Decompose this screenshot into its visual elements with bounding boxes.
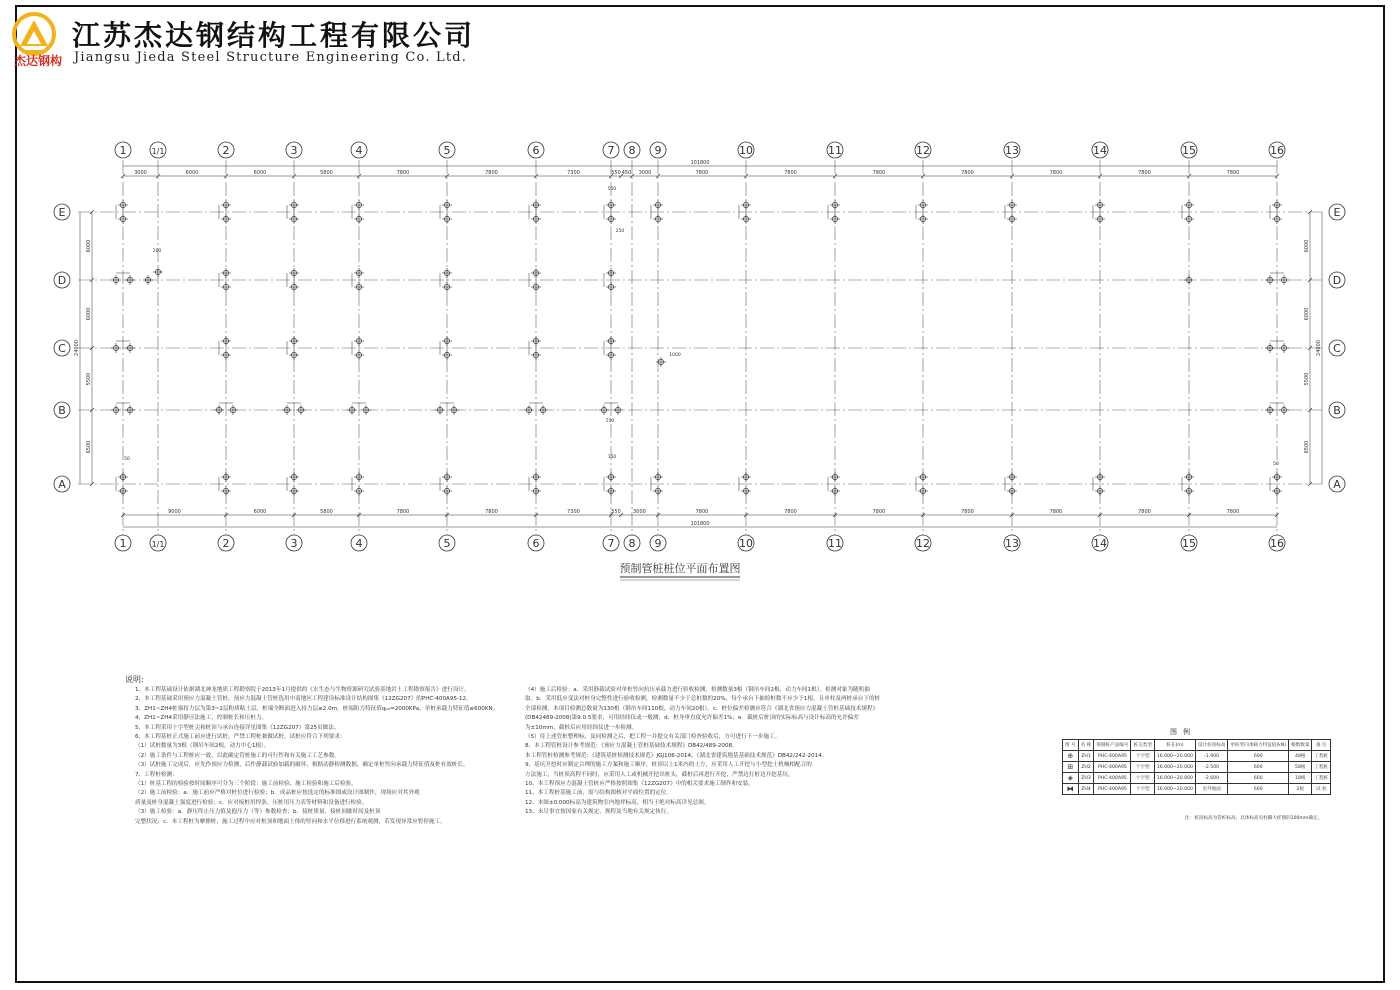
notes-left-column [135, 686, 525, 827]
legend-cell: -2.600 [1195, 773, 1228, 784]
top-span-dim-label: 3000 [134, 170, 147, 176]
row-axis-label: D [1332, 274, 1342, 287]
small-dim-label: 150 [607, 455, 617, 460]
note-line: 13、未尽事宜按国家有关规定、规程及当地有关规定执行。 [525, 809, 672, 816]
bottom-span-dim-label: 550 [611, 509, 621, 515]
col-axis-label: 15 [1182, 537, 1196, 550]
legend-cell: 试 桩 [1312, 784, 1331, 795]
col-axis-label: 7 [607, 537, 615, 550]
top-span-dim-label: 550 [611, 170, 621, 176]
col-axis-label: 1/1 [151, 540, 165, 549]
note-line: 全部检测。本项目检测总数量为130根（钢吊车间110根，动力车间20根）。c．桩位偏差检测应符合《湖北省预应力混凝土管桩基础技术规程》 [525, 705, 879, 712]
legend-cell: 16.000~20.000 [1154, 784, 1195, 795]
legend-cell: 工程桩 [1312, 773, 1331, 784]
note-line: 4、ZH1~ZH4采用静压法施工，控制桩长和压桩力。 [135, 715, 268, 722]
left-span-dim-label: 6000 [86, 307, 92, 321]
crosshair-circle-icon: ⊕ [1063, 751, 1079, 762]
small-dim-label: 50 [124, 457, 130, 462]
legend-cell: 工程桩 [1312, 762, 1331, 773]
row-axis-label: E [1333, 206, 1341, 219]
note-line: 完整状况；c．本工程桩为摩擦桩，施工过程中应对桩顶和地面土体的竖向和水平位移进行系统观测，若发现异常应暂停施工。 [135, 818, 446, 825]
col-axis-label: 8 [628, 144, 636, 157]
top-span-dim-label: 6000 [185, 170, 199, 176]
top-span-dim-label: 3000 [638, 170, 652, 176]
legend-cell: 58根 [1289, 762, 1312, 773]
col-axis-label: 6 [532, 537, 540, 550]
legend-cell: 工程桩 [1312, 751, 1331, 762]
note-line: 5、本工程采用十字型桩尖和桩顶与承台连接详见图集《12ZG207》第25页做法。 [135, 724, 340, 731]
bottom-span-dim-label: 7800 [1138, 509, 1151, 515]
top-span-dim-label: 7800 [872, 170, 886, 176]
legend-cell: 18根 [1289, 773, 1312, 784]
top-span-dim-label: 450 [621, 170, 632, 176]
note-line: 方法施工，当桩顶高程不同时，应采用人工或机械开挖出桩头，截桩后再进行开挖，严禁边打桩边开挖基坑。 [525, 771, 794, 778]
note-line: 7、工程桩检测： [135, 771, 178, 778]
col-axis-label: 6 [532, 144, 540, 157]
left-total-dim-label: 24000 [74, 340, 80, 356]
company-name-en: Jiangsu Jieda Steel Structure Engineering Co. Ltd. [74, 50, 468, 65]
note-line: 6、本工程基桩正式施工前应进行试桩，严禁工程桩兼做试桩，试桩应符合下列要求： [135, 734, 346, 741]
col-axis-label: 15 [1182, 144, 1196, 157]
legend-cell: ZH4 [1078, 784, 1094, 795]
legend-cell: 600 [1228, 773, 1289, 784]
legend-cell: -1.900 [1195, 751, 1228, 762]
col-axis-label: 14 [1093, 537, 1107, 550]
col-axis-label: 8 [628, 537, 636, 550]
legend-cell: PHC-400A95 [1094, 773, 1131, 784]
col-axis-label: 14 [1093, 144, 1107, 157]
cross-bowtie-icon: ⧓ [1063, 784, 1079, 795]
legend-cell: 48根 [1289, 751, 1312, 762]
left-span-dim-label: 6500 [86, 440, 92, 454]
legend-cell: 16.000~20.000 [1154, 762, 1195, 773]
col-axis-label: 4 [355, 537, 363, 550]
small-dim-label: 1000 [669, 353, 681, 358]
note-line: 1、本工程基础设计依据湖北神龙地质工程勘察院于2013年1月提供的《水生态与生物资源研究试验基地岩土工程勘察报告》进行设计。 [135, 687, 470, 693]
legend-header-cell: 根数数量 [1289, 740, 1312, 751]
left-span-dim-label: 5500 [86, 372, 92, 386]
top-span-dim-label: 6000 [253, 170, 267, 176]
col-axis-label: 5 [443, 537, 451, 550]
bottom-span-dim-label: 7300 [567, 509, 580, 515]
legend-row [1063, 784, 1331, 795]
legend-title: 图例 [1170, 728, 1196, 736]
cross-square-icon: ⊞ [1063, 762, 1079, 773]
top-span-dim-label: 7800 [784, 170, 797, 176]
col-axis-label: 16 [1270, 144, 1284, 157]
legend-header-cell: 桩尖类型 [1131, 740, 1154, 751]
legend-cell: 十字型 [1131, 751, 1154, 762]
bottom-span-dim-label: 7800 [396, 509, 410, 515]
notes-right-column [525, 686, 880, 818]
col-axis-label: 13 [1005, 144, 1019, 157]
col-axis-label: 11 [828, 537, 842, 550]
top-span-dim-label: 7800 [961, 170, 974, 176]
col-axis-label: 12 [916, 537, 930, 550]
col-axis-label: 12 [916, 144, 930, 157]
bottom-total-dim-label: 101800 [690, 521, 710, 527]
note-line: （1）桩基工程的检验按时间顺序可分为三个阶段：施工前检验、施工检验和施工后检验。 [135, 781, 357, 788]
right-total-dim-label: 24000 [1316, 340, 1322, 356]
bottom-span-dim-label: 7800 [961, 509, 974, 515]
bottom-span-dim-label: 7800 [485, 509, 498, 515]
bottom-span-dim-label: 6000 [253, 509, 267, 515]
legend-cell: -2.500 [1195, 762, 1228, 773]
legend-header-cell: 桩长(m) [1154, 740, 1195, 751]
legend-header-cell: 设计桩顶标高 [1195, 740, 1228, 751]
note-line: 质量及桩身混凝土强度进行检验；c．应对接桩用焊条、压桩用压力表等材料和设备进行检验。 [135, 799, 368, 806]
right-span-dim-label: 5500 [1304, 372, 1310, 386]
col-axis-label: 3 [290, 144, 298, 157]
bottom-span-dim-label: 7800 [1049, 509, 1063, 515]
legend-cell: PHC-400A95 [1094, 762, 1131, 773]
legend-cell: PHC-400A95 [1094, 784, 1131, 795]
note-line: （1）试桩数量为3根（钢吊车间2根，动力中心1根）。 [135, 743, 270, 750]
note-line: （2）施工前检验：a．施工前应严格对桩位进行检验；b．成品桩应按选定的标准图或设计图制作，现场应对其外观 [135, 790, 420, 797]
row-axis-label: A [1333, 478, 1341, 491]
top-span-dim-label: 7800 [1226, 170, 1240, 176]
right-span-dim-label: 6000 [1304, 239, 1310, 253]
left-span-dim-label: 6000 [86, 239, 92, 253]
note-line: 12、本图±0.000标高为建筑物室内地坪标高，相当于绝对标高详见总图。 [525, 799, 710, 806]
col-axis-label: 4 [355, 144, 363, 157]
top-span-dim-label: 7800 [695, 170, 709, 176]
note-line: 2、本工程基础采用预应力混凝土管桩，预应力混凝土管桩选用中南地区工程建设标准设计结构图集《12ZG207》的PHC-400A95-12。 [135, 696, 472, 703]
col-axis-label: 13 [1005, 537, 1019, 550]
legend-cell: 16.000~20.000 [1154, 751, 1195, 762]
bottom-span-dim-label: 3000 [633, 509, 646, 515]
note-line: （4）施工后检验：a．采用静载试验对单桩竖向抗压承载力进行验收检测，检测数量3根（钢吊车间2根，动力车间1根）。检测对象为随机抽 [525, 687, 870, 693]
legend-cell: 十字型 [1131, 773, 1154, 784]
top-span-dim-label: 7800 [396, 170, 410, 176]
row-axis-label: C [1333, 342, 1341, 355]
legend-cell: 600 [1228, 751, 1289, 762]
top-total-dim-label: 101800 [690, 160, 710, 166]
col-axis-label: 2 [222, 144, 230, 157]
legend-row [1063, 751, 1331, 762]
legend-note: 注：桩顶标高为管桩标高，具体标高见柱脚大样图的100mm确定。 [1185, 816, 1323, 821]
note-line: 8、本工程管桩设计参考规范：《预应力混凝土管桩基础技术规程》DB42/489-2008。 [525, 743, 738, 750]
col-axis-label: 9 [654, 537, 662, 550]
note-line: （3）试桩施工完成后，应先作预应力检测，后作静载试验加载的破坏，根据动静检测数据，确定单桩竖向承载力特征值及桩有效桩长。 [135, 762, 469, 769]
note-line: 11、本工程桩基施工前，需与结构图核对平面位置的定位。 [525, 790, 672, 797]
right-span-dim-label: 6500 [1304, 440, 1310, 454]
bottom-span-dim-label: 7800 [695, 509, 709, 515]
legend-cell: 十字型 [1131, 762, 1154, 773]
notes-title: 说明: [125, 675, 144, 684]
legend-table [1062, 739, 1331, 795]
legend-header-cell: 单桩竖向承载力特征值(kN) [1228, 740, 1289, 751]
top-span-dim-label: 7800 [1049, 170, 1063, 176]
note-line: 3、ZH1~ZH4桩端持力层为第3~2层粉质粘土层，桩端全断面进入持力层≥2.0m，桩端阻力特征值qₚₐ=2000KPa，单桩承载力特征值≥600KN。 [135, 705, 499, 712]
top-span-dim-label: 7800 [485, 170, 498, 176]
legend-header-cell: 图 号 [1063, 740, 1079, 751]
legend-cell: 600 [1228, 784, 1289, 795]
legend-cell: 室外地面 [1195, 784, 1228, 795]
small-dim-label: 50 [1273, 462, 1279, 467]
col-axis-label: 7 [607, 144, 615, 157]
row-axis-label: E [58, 206, 66, 219]
row-axis-label: B [58, 404, 66, 417]
bottom-span-dim-label: 5800 [320, 509, 333, 515]
small-dim-label: 250 [615, 229, 625, 234]
row-axis-label: A [58, 478, 66, 491]
logo-text: 杰达钢构 [14, 54, 63, 68]
col-axis-label: 1/1 [151, 147, 165, 156]
note-line: （2）施工条件与工程桩应一致，以此确定管桩施工的可行性和有关施工工艺参数。 [135, 752, 340, 759]
row-axis-label: C [58, 342, 66, 355]
legend-cell: ZH2 [1078, 762, 1094, 773]
company-name-cn: 江苏杰达钢结构工程有限公司 [72, 19, 476, 52]
legend-cell: 16.000~20.000 [1154, 773, 1195, 784]
cross-diamond-icon: ◈ [1063, 773, 1079, 784]
col-axis-label: 16 [1270, 537, 1284, 550]
bottom-span-dim-label: 9000 [168, 509, 181, 515]
note-line: 本工程管桩检测参考规范：《建筑基桩检测技术规范》JGJ106-2014，《湖北省建筑地基基础技术规范》DB42/242-2014。 [525, 752, 828, 759]
small-dim-label: 550 [605, 419, 615, 424]
row-axis-label: B [1333, 404, 1341, 417]
legend-row [1063, 762, 1331, 773]
legend-header-cell: 预制桩产品编号 [1094, 740, 1131, 751]
note-line: （3）施工检验：a．静压终止压力值及抱压力（等）参数检查；b．接桩质量、接桩间歇时间及桩顶 [135, 809, 381, 816]
note-line: (DB42489-2008)第9.0.5要求，可用经纬仪或一般测；d．桩身垂直度允许偏差1%；e．截桩后桩顶的实际标高与设计标高的允许偏差 [525, 715, 859, 722]
note-line: 取。b．采用低应变法对桩身完整性进行验收检测，检测数量不少于总桩数的20%，每个承台下抽检桩数不应少于1根，且单柱及两桩承台下的桩 [525, 696, 880, 703]
right-span-dim-label: 6000 [1304, 307, 1310, 321]
legend-cell: PHC-400A95 [1094, 751, 1131, 762]
note-line: 10、本工程预应力混凝土管桩应严格按照图集《12ZG207》中的相关要求施工制作和安装。 [525, 781, 754, 788]
drawing-title: 预制管桩桩位平面布置图 [619, 562, 741, 575]
note-line: 为±10mm，截桩后应用经纬仪进一步检测。 [525, 724, 638, 731]
col-axis-label: 11 [828, 144, 842, 157]
small-dim-label: 200 [152, 249, 162, 254]
top-span-dim-label: 7300 [567, 170, 580, 176]
legend-cell: 600 [1228, 762, 1289, 773]
legend-header-row [1063, 740, 1331, 751]
top-span-dim-label: 5800 [320, 170, 333, 176]
bottom-span-dim-label: 7800 [872, 509, 886, 515]
col-axis-label: 10 [739, 537, 753, 550]
note-line: （5）待上述管桩整理标，及同检测之后，把工程一并提交有关部门检查验收后，方可进行下一步施工。 [525, 734, 781, 741]
col-axis-label: 9 [654, 144, 662, 157]
row-axis-label: D [57, 274, 67, 287]
legend-cell: 2根 [1289, 784, 1312, 795]
legend-cell: ZH3 [1078, 773, 1094, 784]
legend-header-cell: 备 注 [1312, 740, 1331, 751]
legend-row [1063, 773, 1331, 784]
bottom-span-dim-label: 7800 [784, 509, 797, 515]
col-axis-label: 1 [119, 144, 127, 157]
top-span-dim-label: 7800 [1138, 170, 1151, 176]
col-axis-label: 3 [290, 537, 298, 550]
legend-header-cell: 名 称 [1078, 740, 1094, 751]
col-axis-label: 2 [222, 537, 230, 550]
legend-cell: 十字型 [1131, 784, 1154, 795]
note-line: 9、基坑开挖时应制定合理的施工方案和施工顺序，桩顶以上1米内的土方，应采用人工开挖与小型挖土机械相配合的 [525, 762, 812, 769]
legend-cell: ZH1 [1078, 751, 1094, 762]
bottom-span-dim-label: 7800 [1226, 509, 1240, 515]
col-axis-label: 10 [739, 144, 753, 157]
col-axis-label: 1 [119, 537, 127, 550]
small-dim-label: 550 [607, 187, 617, 192]
col-axis-label: 5 [443, 144, 451, 157]
